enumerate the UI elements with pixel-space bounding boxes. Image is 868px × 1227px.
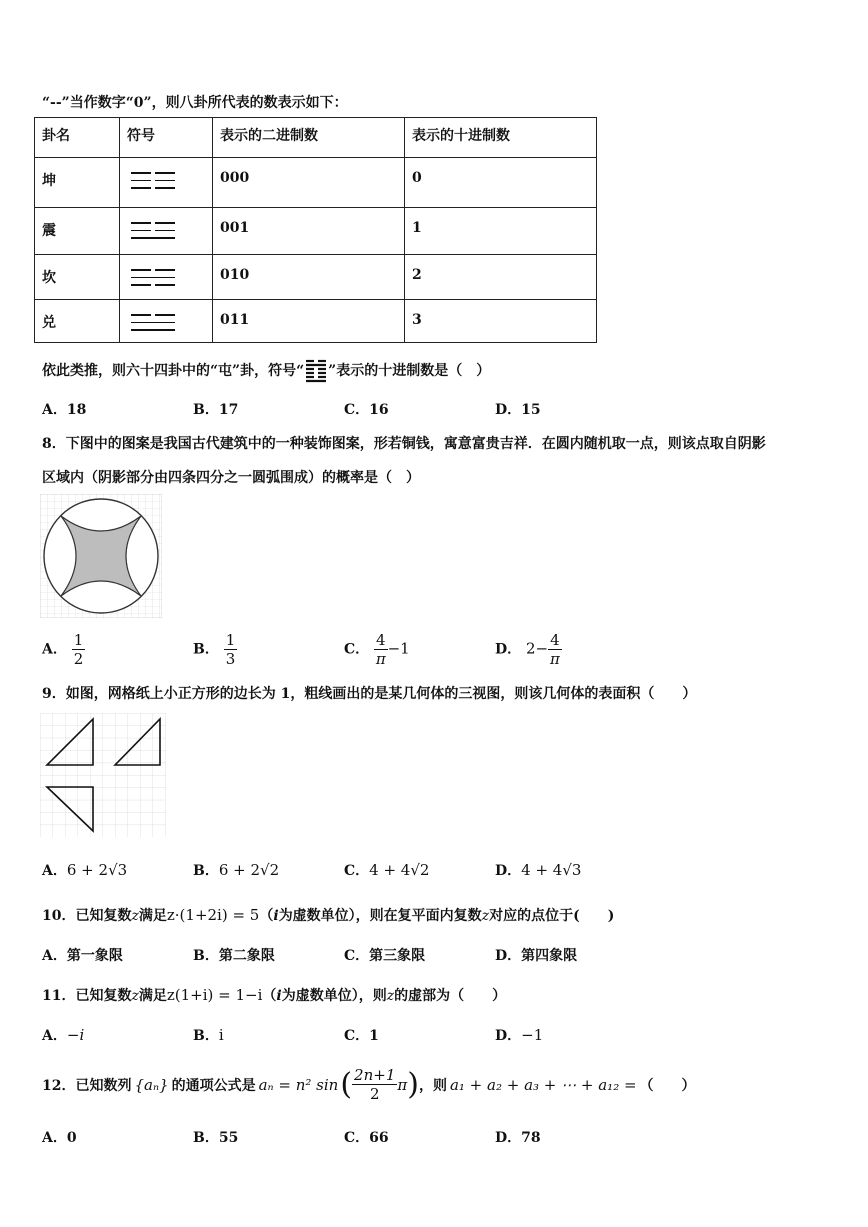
q11-option-b-label: B． <box>193 1028 219 1044</box>
denominator: 2 <box>369 1085 380 1103</box>
three-view-figure <box>40 713 166 837</box>
numerator: 4 <box>550 631 560 649</box>
q10-option-d[interactable]: D．第四象限 <box>495 948 578 964</box>
q11-option-d[interactable] <box>495 1025 543 1045</box>
question-11-stem <box>42 985 506 1005</box>
q9-option-d-value: 4 + 4√3 <box>521 861 582 879</box>
q12-formula-right: π <box>397 1075 408 1094</box>
q9-option-d-label: D． <box>495 863 522 879</box>
gua-symbol <box>120 158 213 208</box>
table-row <box>35 255 597 300</box>
numerator: 2n+1 <box>354 1066 396 1084</box>
q9-option-c-value: 4 + 4√2 <box>369 861 430 879</box>
q7-stem-part: ”表示的十进制数是（ ） <box>328 363 491 379</box>
q9-option-b-label: B． <box>193 863 219 879</box>
q12-stem-part: 12．已知数列 <box>42 1077 132 1094</box>
q7-stem-part: 依此类推，则六十四卦中的“屯”卦，符号“ <box>42 363 305 379</box>
q12-stem-part: （ ） <box>639 1077 696 1094</box>
q9-option-d[interactable] <box>495 860 581 880</box>
header-symbol: 符号 <box>120 118 213 158</box>
q11-option-d-value: −1 <box>521 1026 544 1044</box>
table-row <box>35 208 597 255</box>
broken-line <box>131 269 175 271</box>
left-paren-icon: ( <box>340 1067 353 1102</box>
q9-option-a-value: 6 + 2√3 <box>66 861 128 879</box>
table-row <box>35 300 597 343</box>
q11-var-z: z <box>131 988 139 1004</box>
q11-option-c[interactable]: C．1 <box>344 1028 379 1044</box>
q12-option-c[interactable]: C．66 <box>344 1130 389 1146</box>
q10-var-z: z <box>131 908 139 924</box>
q8-option-a-fraction <box>72 631 86 668</box>
q9-option-c[interactable] <box>344 860 429 880</box>
trigram-icon <box>131 269 175 292</box>
q8-option-d-head: 2− <box>526 639 549 658</box>
q8-option-d-fraction <box>548 631 562 668</box>
q9-option-b-value: 6 + 2√2 <box>218 861 280 879</box>
q11-stem-part: 的虚部为（ ） <box>394 988 507 1004</box>
q8-option-c[interactable] <box>344 631 410 668</box>
q8-option-b-label: B． <box>193 641 219 658</box>
q8-option-c-fraction <box>374 631 388 668</box>
header-gua-name: 卦名 <box>35 118 120 158</box>
broken-line <box>131 172 175 174</box>
question-7-stem <box>42 359 490 383</box>
gua-name: 兑 <box>35 300 120 343</box>
question-8-stem-line1: 8．下图中的图案是我国古代建筑中的一种装饰图案，形若铜钱，寓意富贵吉祥．在圆内随机取一点，则该点取自阴影 <box>42 436 766 452</box>
question-9-stem: 9．如图，网格纸上小正方形的边长为 1，粗线画出的是某几何体的三视图，则该几何体的表面积（ ） <box>42 686 697 702</box>
solid-line <box>131 322 175 324</box>
q10-stem-part: （ <box>259 908 274 924</box>
q10-option-b[interactable]: B．第二象限 <box>193 948 275 964</box>
trigram-icon <box>131 222 175 245</box>
q11-option-a-value: −i <box>66 1026 85 1044</box>
gua-name: 坎 <box>35 255 120 300</box>
denominator: 2 <box>73 650 84 668</box>
q12-formula-left: aₙ = n² sin <box>258 1075 339 1094</box>
solid-line <box>131 277 175 279</box>
denominator: π <box>375 650 386 668</box>
q11-equation: z(1+i) = 1−i <box>166 986 263 1004</box>
table-intro: “--”当作数字“0”，则八卦所代表的数表示如下： <box>42 95 348 111</box>
q9-option-b[interactable] <box>193 860 279 880</box>
header-binary: 表示的二进制数 <box>213 118 405 158</box>
q10-stem-part: 满足 <box>138 908 167 924</box>
q10-var-z: z <box>481 908 490 924</box>
q8-option-c-tail: −1 <box>387 639 410 658</box>
q11-option-b[interactable] <box>193 1025 224 1045</box>
right-paren-icon: ) <box>407 1067 419 1102</box>
q9-option-c-label: C． <box>344 863 370 879</box>
q12-stem-part: 的通项公式是 <box>171 1077 256 1094</box>
q11-stem-part: 11．已知复数 <box>42 988 132 1004</box>
broken-line <box>131 230 175 232</box>
q11-var-z: z <box>386 988 395 1004</box>
q10-stem-part: 10．已知复数 <box>42 908 132 924</box>
broken-line <box>131 180 175 182</box>
denominator: 3 <box>225 650 236 668</box>
numerator: 1 <box>225 631 236 649</box>
gua-name: 坤 <box>35 158 120 208</box>
broken-line <box>131 187 175 189</box>
q11-option-b-value: i <box>218 1026 224 1044</box>
q7-option-a[interactable]: A．18 <box>42 402 87 418</box>
question-8-stem-line2: 区域内（阴影部分由四条四分之一圆弧围成）的概率是（ ） <box>42 470 420 486</box>
gua-binary: 000 <box>213 158 405 208</box>
q12-sequence: {aₙ} <box>134 1075 169 1094</box>
solid-line <box>131 237 175 239</box>
q11-var-i: i <box>276 988 282 1004</box>
gua-decimal: 0 <box>405 158 597 208</box>
broken-line <box>131 314 175 316</box>
gua-decimal: 2 <box>405 255 597 300</box>
gua-decimal: 3 <box>405 300 597 343</box>
q8-option-d-label: D． <box>495 641 522 658</box>
q11-stem-part: 满足 <box>138 988 167 1004</box>
q12-stem-part: ，则 <box>418 1077 447 1094</box>
q8-option-a-label: A． <box>42 641 67 658</box>
numerator: 1 <box>73 631 84 649</box>
q11-option-a-label: A． <box>42 1028 67 1044</box>
table-row <box>35 158 597 208</box>
q12-option-b[interactable]: B．55 <box>193 1130 239 1146</box>
table-header-row <box>35 118 597 158</box>
gua-binary: 010 <box>213 255 405 300</box>
bagua-table <box>34 117 597 343</box>
gua-symbol <box>120 255 213 300</box>
question-12-stem <box>42 1066 696 1103</box>
gua-binary: 001 <box>213 208 405 255</box>
q8-option-b-fraction <box>224 631 238 668</box>
denominator: π <box>549 650 560 668</box>
coin-pattern-figure <box>40 494 162 618</box>
q10-stem-part: 为虚数单位），则在复平面内复数 <box>278 908 482 924</box>
gua-decimal: 1 <box>405 208 597 255</box>
q12-sum: a₁ + a₂ + a₃ + ⋯ + a₁₂ = <box>449 1075 637 1094</box>
q10-stem-part: 对应的点位于( ) <box>489 908 615 924</box>
broken-line <box>131 284 175 286</box>
q12-option-a[interactable]: A．0 <box>42 1130 77 1146</box>
trigram-icon <box>131 314 175 337</box>
q7-option-c[interactable]: C．16 <box>344 402 389 418</box>
q12-option-d[interactable]: D．78 <box>495 1130 541 1146</box>
gua-symbol <box>120 208 213 255</box>
q9-option-a-label: A． <box>42 863 67 879</box>
header-decimal: 表示的十进制数 <box>405 118 597 158</box>
q8-option-a[interactable] <box>42 631 85 668</box>
q10-option-a[interactable]: A．第一象限 <box>42 948 123 964</box>
q10-equation: z·(1+2i) = 5 <box>166 906 260 924</box>
q11-option-d-label: D． <box>495 1028 522 1044</box>
q11-stem-part: 为虚数单位），则 <box>281 988 387 1004</box>
q7-option-d[interactable]: D．15 <box>495 402 541 418</box>
question-10-stem <box>42 905 614 925</box>
q8-option-c-label: C． <box>344 641 370 658</box>
q11-option-a[interactable] <box>42 1025 84 1045</box>
q10-var-i: i <box>273 908 279 924</box>
q8-option-b[interactable] <box>193 631 237 668</box>
q8-option-d[interactable] <box>495 631 562 668</box>
q7-option-b[interactable]: B．17 <box>193 402 239 418</box>
q10-option-c[interactable]: C．第三象限 <box>344 948 426 964</box>
gua-symbol <box>120 300 213 343</box>
trigram-icon <box>131 172 175 195</box>
q9-option-a[interactable] <box>42 860 127 880</box>
numerator: 4 <box>376 631 386 649</box>
q11-stem-part: （ <box>262 988 277 1004</box>
broken-line <box>131 222 175 224</box>
hexagram-tun-icon <box>305 359 327 383</box>
q12-fraction <box>352 1066 397 1103</box>
gua-name: 震 <box>35 208 120 255</box>
gua-binary: 011 <box>213 300 405 343</box>
solid-line <box>131 329 175 331</box>
